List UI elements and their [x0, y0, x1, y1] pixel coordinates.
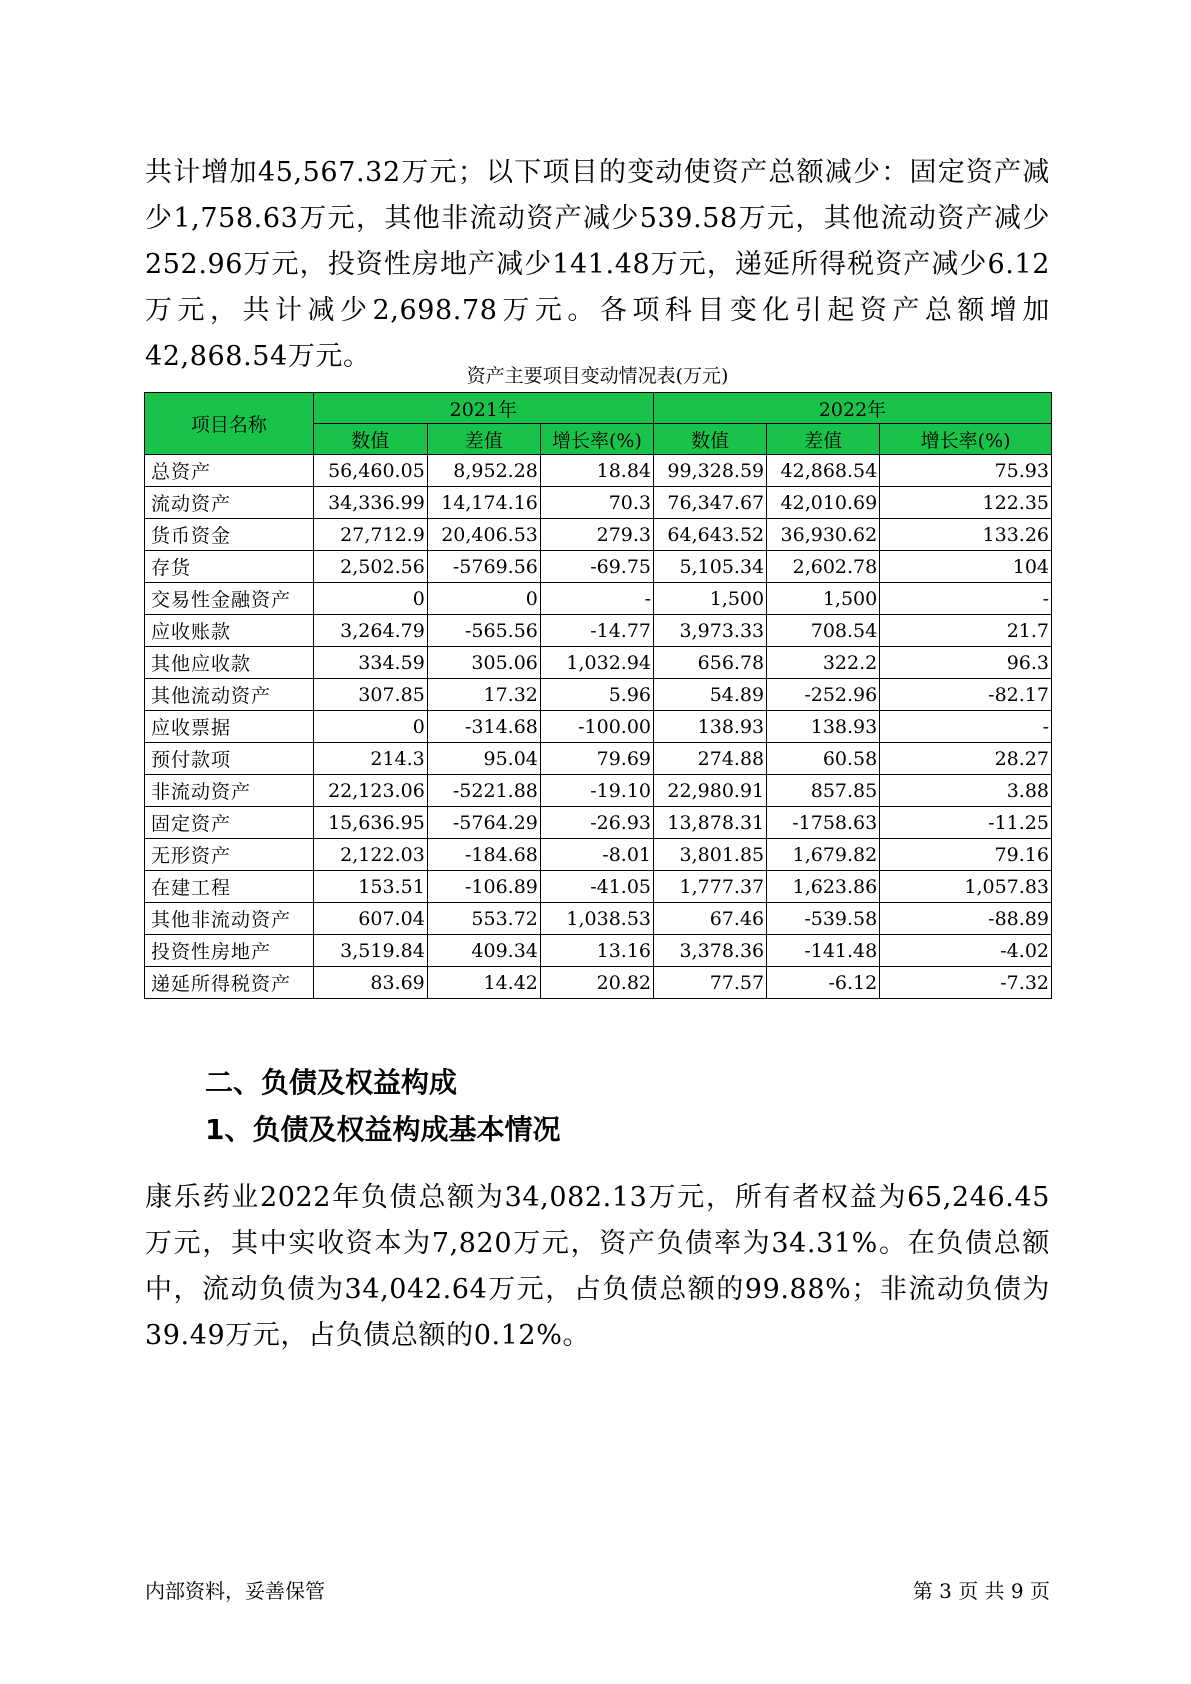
row-cell-g1: - — [540, 583, 653, 615]
subsection-heading: 1、负债及权益构成基本情况 — [205, 1113, 561, 1146]
table-row — [145, 839, 1052, 871]
row-cell-g1: -41.05 — [540, 871, 653, 903]
table-row — [145, 775, 1052, 807]
row-cell-g1: 279.3 — [540, 519, 653, 551]
row-cell-g1: -14.77 — [540, 615, 653, 647]
row-cell-d1: 14.42 — [427, 967, 540, 999]
row-cell-d2: 42,010.69 — [767, 487, 880, 519]
row-cell-v1: 22,123.06 — [313, 775, 427, 807]
row-cell-g1: -26.93 — [540, 807, 653, 839]
row-cell-g2: -4.02 — [880, 935, 1052, 967]
row-cell-d2: 138.93 — [767, 711, 880, 743]
row-cell-v2: 138.93 — [654, 711, 767, 743]
row-item-name: 固定资产 — [145, 807, 314, 839]
row-cell-d1: -5221.88 — [427, 775, 540, 807]
row-cell-v1: 0 — [313, 583, 427, 615]
row-cell-d1: 8,952.28 — [427, 455, 540, 487]
table-row — [145, 903, 1052, 935]
row-cell-g2: 96.3 — [880, 647, 1052, 679]
row-cell-g1: -69.75 — [540, 551, 653, 583]
header-item-name: 项目名称 — [145, 393, 314, 455]
table-row — [145, 487, 1052, 519]
row-cell-g2: 3.88 — [880, 775, 1052, 807]
row-item-name: 交易性金融资产 — [145, 583, 314, 615]
row-item-name: 无形资产 — [145, 839, 314, 871]
row-item-name: 总资产 — [145, 455, 314, 487]
row-cell-d2: -6.12 — [767, 967, 880, 999]
body-paragraph-2: 康乐药业2022年负债总额为34,082.13万元，所有者权益为65,246.45万元，其中实收资本为7,820万元，资产负债率为34.31%。在负债总额中，流动负债为34,042.64万元，占负债总额的99.88%；非流动负债为39.49万元，占负债总额的0.12%。 — [145, 1182, 1050, 1351]
row-cell-v1: 153.51 — [313, 871, 427, 903]
header-growth-2022: 增长率(%) — [880, 424, 1052, 455]
table-row — [145, 519, 1052, 551]
row-cell-g2: 28.27 — [880, 743, 1052, 775]
row-cell-g2: -88.89 — [880, 903, 1052, 935]
row-cell-d2: 1,500 — [767, 583, 880, 615]
row-cell-v2: 1,500 — [654, 583, 767, 615]
row-cell-g2: 1,057.83 — [880, 871, 1052, 903]
row-cell-g2: - — [880, 711, 1052, 743]
row-cell-v1: 56,460.05 — [313, 455, 427, 487]
row-cell-v1: 15,636.95 — [313, 807, 427, 839]
body-paragraph-1: 共计增加45,567.32万元；以下项目的变动使资产总额减少：固定资产减少1,758.63万元，其他非流动资产减少539.58万元，其他流动资产减少252.96万元，投资性房地产减少141.48万元，递延所得税资产减少6.12万元，共计减少2,698.78万元。各项科目变化引起资产总额增加42,868.54万元。 — [145, 157, 1050, 372]
row-cell-v2: 656.78 — [654, 647, 767, 679]
row-cell-v2: 76,347.67 — [654, 487, 767, 519]
row-cell-d1: -314.68 — [427, 711, 540, 743]
table-row — [145, 679, 1052, 711]
row-cell-g2: 75.93 — [880, 455, 1052, 487]
row-cell-d1: -565.56 — [427, 615, 540, 647]
table-body — [145, 455, 1052, 999]
table-row — [145, 967, 1052, 999]
row-cell-g2: 133.26 — [880, 519, 1052, 551]
row-cell-d1: 17.32 — [427, 679, 540, 711]
row-cell-d2: 36,930.62 — [767, 519, 880, 551]
row-item-name: 预付款项 — [145, 743, 314, 775]
row-cell-v2: 1,777.37 — [654, 871, 767, 903]
row-item-name: 在建工程 — [145, 871, 314, 903]
section-heading: 二、负债及权益构成 — [205, 1066, 458, 1099]
row-cell-g1: 79.69 — [540, 743, 653, 775]
row-cell-v1: 2,502.56 — [313, 551, 427, 583]
row-cell-d1: -5764.29 — [427, 807, 540, 839]
row-cell-v1: 3,519.84 — [313, 935, 427, 967]
row-cell-d1: 409.34 — [427, 935, 540, 967]
row-cell-v2: 67.46 — [654, 903, 767, 935]
table-row — [145, 455, 1052, 487]
row-cell-v2: 3,378.36 — [654, 935, 767, 967]
row-item-name: 递延所得税资产 — [145, 967, 314, 999]
row-item-name: 存货 — [145, 551, 314, 583]
row-item-name: 非流动资产 — [145, 775, 314, 807]
table-row — [145, 711, 1052, 743]
row-item-name: 应收票据 — [145, 711, 314, 743]
header-diff-2021: 差值 — [427, 424, 540, 455]
row-cell-v1: 27,712.9 — [313, 519, 427, 551]
row-cell-d2: 857.85 — [767, 775, 880, 807]
row-cell-v2: 54.89 — [654, 679, 767, 711]
row-cell-g2: 122.35 — [880, 487, 1052, 519]
row-cell-v1: 214.3 — [313, 743, 427, 775]
row-cell-d1: 0 — [427, 583, 540, 615]
row-cell-d1: 95.04 — [427, 743, 540, 775]
row-cell-v1: 607.04 — [313, 903, 427, 935]
row-cell-d2: 60.58 — [767, 743, 880, 775]
row-cell-d1: -106.89 — [427, 871, 540, 903]
header-year-2021: 2021年 — [313, 393, 653, 424]
row-cell-v1: 334.59 — [313, 647, 427, 679]
row-cell-v1: 83.69 — [313, 967, 427, 999]
footer-page-number: 第 3 页 共 9 页 — [912, 1579, 1050, 1603]
row-cell-g1: 18.84 — [540, 455, 653, 487]
row-item-name: 应收账款 — [145, 615, 314, 647]
row-cell-g1: 1,038.53 — [540, 903, 653, 935]
row-cell-v2: 3,801.85 — [654, 839, 767, 871]
row-cell-v2: 3,973.33 — [654, 615, 767, 647]
header-diff-2022: 差值 — [767, 424, 880, 455]
row-cell-d1: -5769.56 — [427, 551, 540, 583]
row-cell-d2: 2,602.78 — [767, 551, 880, 583]
row-item-name: 其他应收款 — [145, 647, 314, 679]
row-item-name: 其他流动资产 — [145, 679, 314, 711]
row-item-name: 其他非流动资产 — [145, 903, 314, 935]
header-value-2022: 数值 — [654, 424, 767, 455]
table-row — [145, 743, 1052, 775]
row-cell-v2: 13,878.31 — [654, 807, 767, 839]
row-cell-d2: -252.96 — [767, 679, 880, 711]
row-cell-d2: -1758.63 — [767, 807, 880, 839]
asset-change-table — [144, 392, 1052, 999]
row-cell-g2: -7.32 — [880, 967, 1052, 999]
header-value-2021: 数值 — [313, 424, 427, 455]
row-cell-d1: 553.72 — [427, 903, 540, 935]
row-cell-g1: 1,032.94 — [540, 647, 653, 679]
row-cell-v1: 0 — [313, 711, 427, 743]
row-cell-g2: 104 — [880, 551, 1052, 583]
row-cell-g1: 20.82 — [540, 967, 653, 999]
row-cell-g1: -8.01 — [540, 839, 653, 871]
row-item-name: 流动资产 — [145, 487, 314, 519]
table-row — [145, 551, 1052, 583]
row-cell-d2: 1,623.86 — [767, 871, 880, 903]
row-cell-v2: 22,980.91 — [654, 775, 767, 807]
row-cell-v1: 34,336.99 — [313, 487, 427, 519]
row-item-name: 投资性房地产 — [145, 935, 314, 967]
row-item-name: 货币资金 — [145, 519, 314, 551]
row-cell-d1: 20,406.53 — [427, 519, 540, 551]
table-row — [145, 871, 1052, 903]
row-cell-d1: 305.06 — [427, 647, 540, 679]
row-cell-v2: 5,105.34 — [654, 551, 767, 583]
row-cell-v2: 77.57 — [654, 967, 767, 999]
row-cell-g2: 21.7 — [880, 615, 1052, 647]
footer-confidential-note: 内部资料，妥善保管 — [145, 1579, 325, 1603]
row-cell-d2: 42,868.54 — [767, 455, 880, 487]
row-cell-d2: 322.2 — [767, 647, 880, 679]
row-cell-g2: -11.25 — [880, 807, 1052, 839]
table-row — [145, 583, 1052, 615]
row-cell-g1: 13.16 — [540, 935, 653, 967]
row-cell-g1: -100.00 — [540, 711, 653, 743]
row-cell-g1: -19.10 — [540, 775, 653, 807]
row-cell-g2: 79.16 — [880, 839, 1052, 871]
row-cell-d2: 708.54 — [767, 615, 880, 647]
row-cell-d2: -141.48 — [767, 935, 880, 967]
row-cell-d1: 14,174.16 — [427, 487, 540, 519]
row-cell-v1: 2,122.03 — [313, 839, 427, 871]
table-row — [145, 615, 1052, 647]
row-cell-d1: -184.68 — [427, 839, 540, 871]
row-cell-d2: 1,679.82 — [767, 839, 880, 871]
row-cell-v2: 274.88 — [654, 743, 767, 775]
row-cell-d2: -539.58 — [767, 903, 880, 935]
table-row — [145, 935, 1052, 967]
header-growth-2021: 增长率(%) — [540, 424, 653, 455]
row-cell-v1: 3,264.79 — [313, 615, 427, 647]
row-cell-g1: 70.3 — [540, 487, 653, 519]
header-year-2022: 2022年 — [654, 393, 1052, 424]
row-cell-g2: - — [880, 583, 1052, 615]
table-caption: 资产主要项目变动情况表(万元) — [466, 365, 729, 387]
row-cell-v2: 99,328.59 — [654, 455, 767, 487]
row-cell-g1: 5.96 — [540, 679, 653, 711]
row-cell-v2: 64,643.52 — [654, 519, 767, 551]
row-cell-v1: 307.85 — [313, 679, 427, 711]
table-row — [145, 807, 1052, 839]
table-row — [145, 647, 1052, 679]
row-cell-g2: -82.17 — [880, 679, 1052, 711]
